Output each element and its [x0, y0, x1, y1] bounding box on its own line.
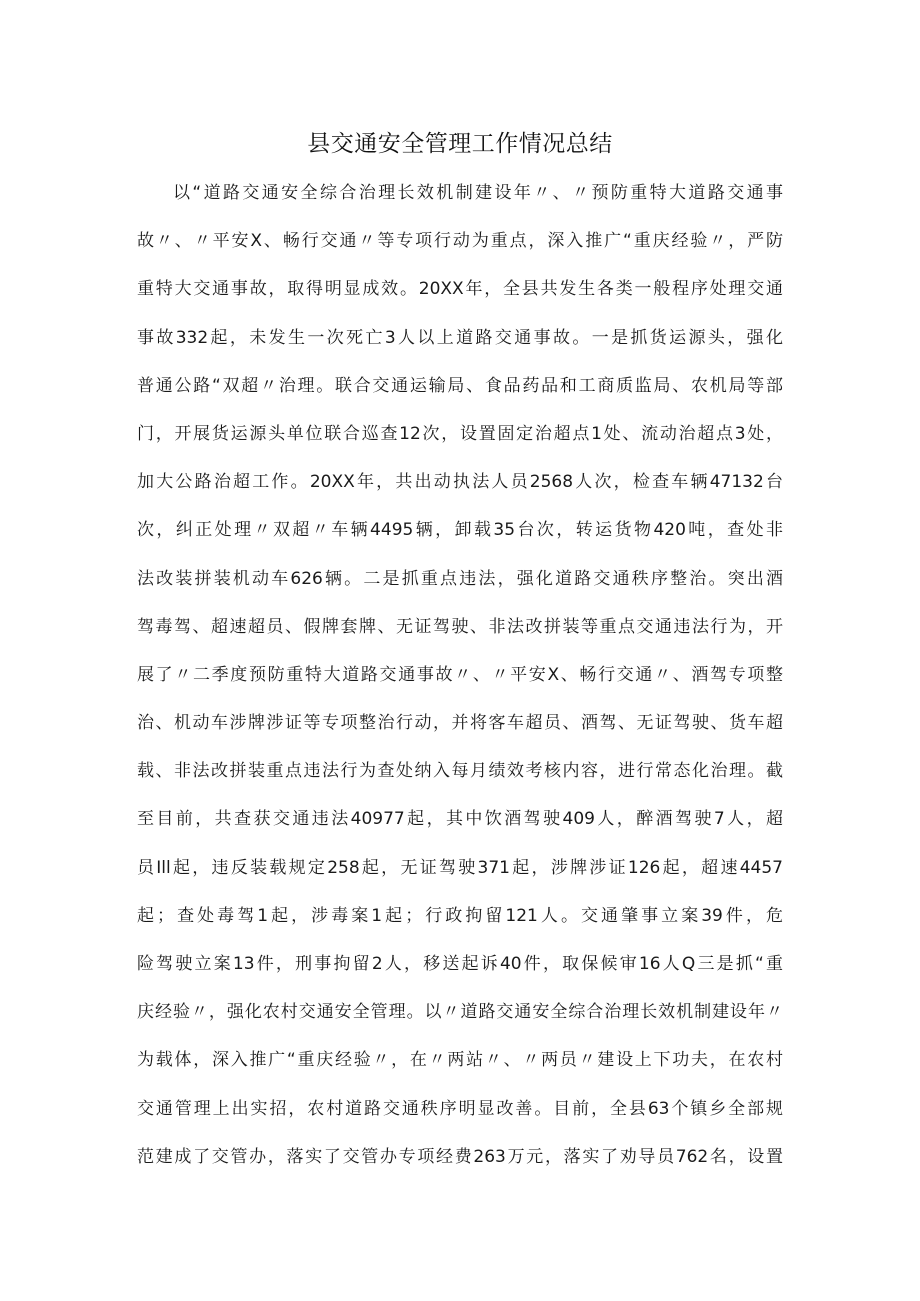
body-line: 庆经验〃，强化农村交通安全管理。以〃道路交通安全综合治理长效机制建设年〃	[137, 1002, 783, 1023]
body-line: 加大公路治超工作。20XX年，共出动执法人员2568人次，检查车辆47132台	[137, 472, 783, 493]
body-line: 重特大交通事故，取得明显成效。20XX年，全县共发生各类一般程序处理交通	[137, 279, 783, 300]
body-line: 交通管理上出实招，农村道路交通秩序明显改善。目前，全县63个镇乡全部规	[137, 1098, 783, 1119]
document-title: 县交通安全管理工作情况总结	[307, 131, 613, 157]
body-line: 门，开展货运源头单位联合巡查12次，设置固定治超点1处、流动治超点3处，	[137, 423, 783, 444]
body-line: 普通公路“双超〃治理。联合交通运输局、食品药品和工商质监局、农机局等部	[137, 375, 783, 396]
body-line: 法改装拼装机动车626辆。二是抓重点违法，强化道路交通秩序整治。突出酒	[137, 568, 783, 589]
body-line: 驾毒驾、超速超员、假牌套牌、无证驾驶、非法改拼装等重点交通违法行为，开	[137, 616, 783, 637]
body-line: 事故332起，未发生一次死亡3人以上道路交通事故。一是抓货运源头，强化	[137, 327, 783, 348]
body-line: 至目前，共查获交通违法40977起，其中饮酒驾驶409人，醉酒驾驶7人，超	[137, 809, 783, 830]
body-line: 范建成了交管办，落实了交管办专项经费263万元，落实了劝导员762名，设置	[137, 1146, 783, 1167]
body-line: 起；查处毒驾1起，涉毒案1起；行政拘留121人。交通肇事立案39件，危	[137, 905, 783, 926]
body-line: 险驾驶立案13件，刑事拘留2人，移送起诉40件，取保候审16人Q三是抓“重	[137, 954, 783, 974]
body-line: 次，纠正处理〃双超〃车辆4495辆，卸载35台次，转运货物420吨，查处非	[137, 520, 783, 541]
body-line: 展了〃二季度预防重特大道路交通事故〃、〃平安X、畅行交通〃、酒驾专项整	[137, 664, 783, 685]
body-line: 员Ill起，违反装载规定258起，无证驾驶371起，涉牌涉证126起，超速4457	[137, 857, 783, 878]
body-line: 载、非法改拼装重点违法行为查处纳入每月绩效考核内容，进行常态化治理。截	[137, 761, 783, 782]
body-line: 治、机动车涉牌涉证等专项整治行动，并将客车超员、酒驾、无证驾驶、货车超	[137, 713, 783, 734]
document-body	[137, 176, 783, 1188]
body-line: 以“道路交通安全综合治理长效机制建设年〃、〃预防重特大道路交通事	[173, 183, 783, 203]
body-line: 为载体，深入推广“重庆经验〃，在〃两站〃、〃两员〃建设上下功夫，在农村	[137, 1050, 783, 1071]
body-line: 故〃、〃平安X、畅行交通〃等专项行动为重点，深入推广“重庆经验〃，严防	[137, 231, 783, 252]
